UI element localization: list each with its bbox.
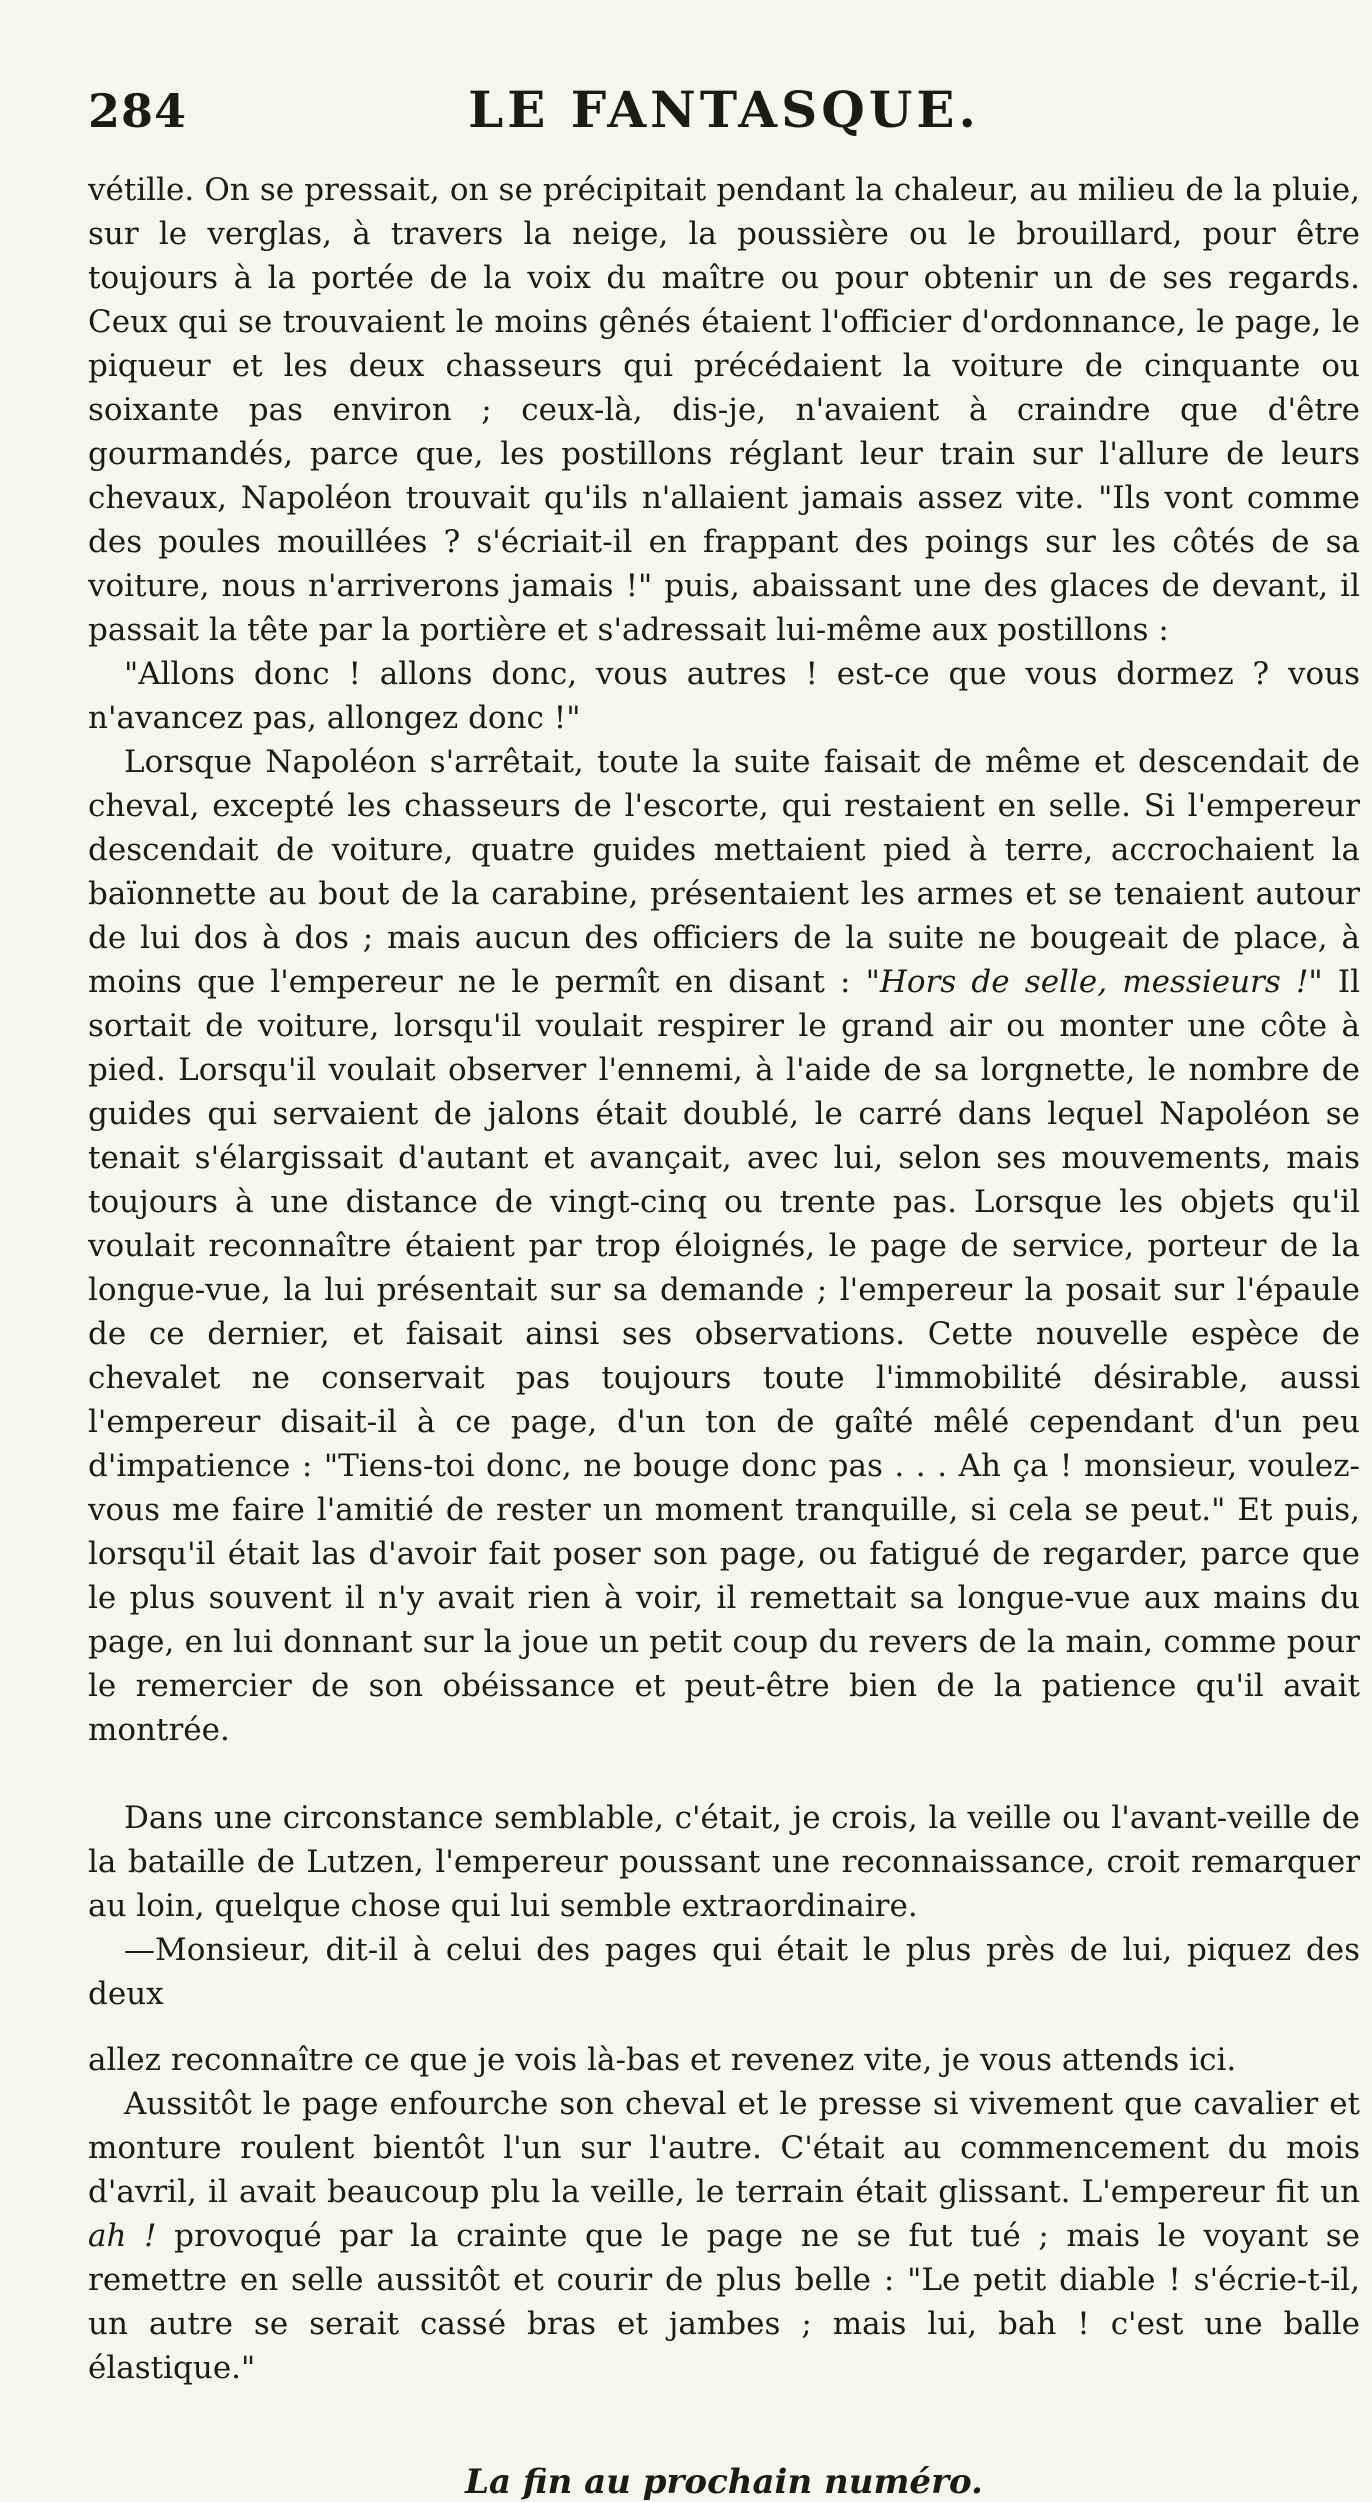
- article-body: [88, 168, 1360, 2390]
- paragraph-6: allez reconnaître ce que je vois là-bas et revenez vite, je vous attends ici.: [88, 2042, 1237, 2078]
- paragraph-5: —Monsieur, dit-il à celui des pages qui était le plus près de lui, piquez des deux: [88, 1932, 1360, 2012]
- page-number: 284: [88, 84, 188, 138]
- paragraph-7-start: Aussitôt le page enfourche son cheval et le presse si vivement que cavalier et monture roulent bientôt l'un sur l'autre. C'était au commencement du mois d'avril, il avait beaucoup plu la veille, le terrain était glissant. L'empereur fit un: [88, 2086, 1360, 2210]
- running-head: [88, 70, 1360, 146]
- paragraph-2: "Allons donc ! allons donc, vous autres ! est-ce que vous dormez ? vous n'avancez pas, allongez donc !": [88, 656, 1360, 736]
- journal-title: LE FANTASQUE.: [468, 80, 980, 139]
- paragraph-3: [88, 740, 1360, 1752]
- paragraph-4: Dans une circonstance semblable, c'était, je crois, la veille ou l'avant-veille de la bataille de Lutzen, l'empereur poussant une reconnaissance, croit remarquer au loin, quelque chose qui lui semble extraordinaire.: [88, 1800, 1360, 1924]
- paragraph-7: [88, 2082, 1360, 2390]
- closing-note: La fin au prochain numéro.: [465, 2462, 983, 2502]
- paragraph-3-end: Il sortait de voiture, lorsqu'il voulait respirer le grand air ou monter une côte à pied. Lorsqu'il voulait observer l'ennemi, à l'aide de sa lorgnette, le nombre de guides qui servaient de jalons était doublé, le carré dans lequel Napoléon se tenait s'élargissait d'autant et avançait, avec lui, selon ses mouvements, mais toujours à une distance de vingt-cinq ou trente pas. Lorsque les objets qu'il voulait reconnaître étaient par trop éloignés, le page de service, porteur de la longue-vue, la lui présentait sur sa demande ; l'empereur la posait sur l'épaule de ce dernier, et faisait ainsi ses observations. Cette nouvelle espèce de chevalet ne conservait pas toujours toute l'immobilité désirable, aussi l'empereur disait-il à ce page, d'un ton de gaîté mêlé cependant d'un peu d'impatience : "Tiens-toi donc, ne bouge donc pas . . . Ah ça ! monsieur, voulez-vous me faire l'amitié de rester un moment tranquille, si cela se peut." Et puis, lorsqu'il était las d'avoir fait poser son page, ou fatigué de regarder, parce que le plus souvent il n'y avait rien à voir, il remettait sa longue-vue aux mains du page, en lui donnant sur la joue un petit coup du revers de la main, comme pour le remercier de son obéissance et peut-être bien de la patience qu'il avait montrée.: [88, 964, 1361, 1748]
- page: [88, 70, 1360, 2502]
- paragraph-7-end: provoqué par la crainte que le page ne se fut tué ; mais le voyant se remettre en selle aussitôt et courir de plus belle : "Le petit diable ! s'écrie-t-il, un autre se serait cassé bras et jambes ; mais lui, bah ! c'est une balle élastique.": [88, 2218, 1360, 2386]
- paragraph-1: vétille. On se pressait, on se précipitait pendant la chaleur, au milieu de la pluie, sur le verglas, à travers la neige, la poussière ou le brouillard, pour être toujours à la portée de la voix du maître ou pour obtenir un de ses regards. Ceux qui se trouvaient le moins gênés étaient l'officier d'ordonnance, le page, le piqueur et les deux chasseurs qui précédaient la voiture de cinquante ou soixante pas environ ; ceux-là, dis-je, n'avaient à craindre que d'être gourmandés, parce que, les postillons réglant leur train sur l'allure de leurs chevaux, Napoléon trouvait qu'ils n'allaient jamais assez vite. "Ils vont comme des poules mouillées ? s'écriait-il en frappant des poings sur les côtés de sa voiture, nous n'arriverons jamais !" puis, abaissant une des glaces de devant, il passait la tête par la portière et s'adressait lui-même aux postillons :: [88, 172, 1360, 648]
- paragraph-3-italic: "Hors de selle, messieurs !": [865, 964, 1323, 1000]
- paragraph-3-start: Lorsque Napoléon s'arrêtait, toute la suite faisait de même et descendait de cheval, excepté les chasseurs de l'escorte, qui restaient en selle. Si l'empereur descendait de voiture, quatre guides mettaient pied à terre, accrochaient la baïonnette au bout de la carabine, présentaient les armes et se tenaient autour de lui dos à dos ; mais aucun des officiers de la suite ne bougeait de place, à moins que l'empereur ne le permît en disant :: [88, 744, 1360, 1000]
- paragraph-7-italic: ah !: [88, 2218, 157, 2254]
